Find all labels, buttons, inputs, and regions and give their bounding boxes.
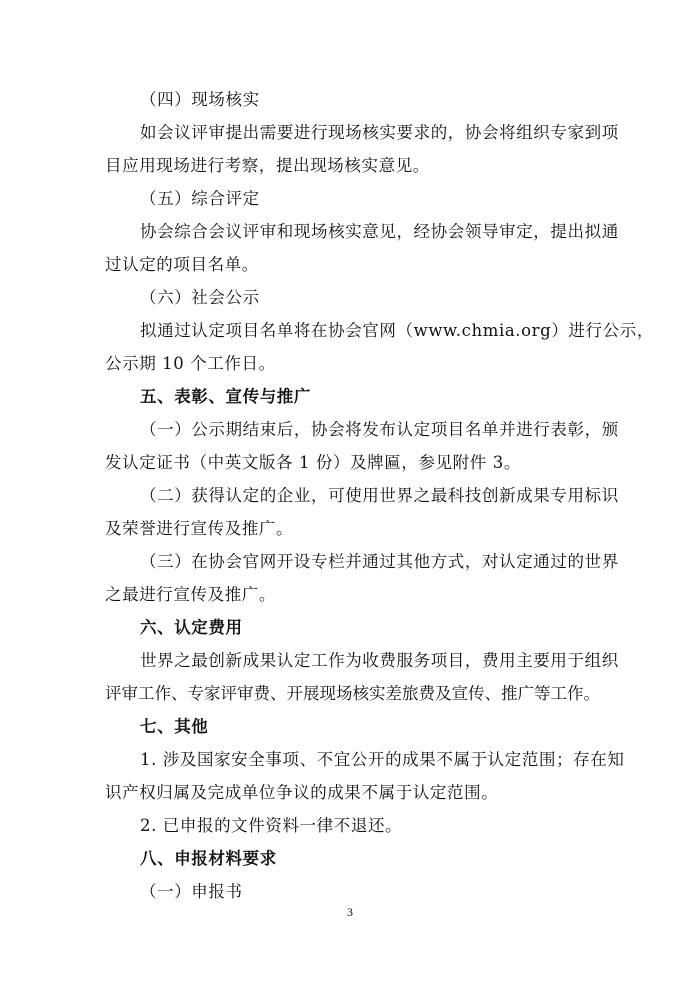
paragraph-line: 世界之最创新成果认定工作为收费服务项目，费用主要用于组织 xyxy=(140,651,619,670)
subsection-heading-application-form: （一）申报书 xyxy=(140,882,243,901)
section-heading-materials: 八、申报材料要求 xyxy=(140,849,277,868)
page-number: 3 xyxy=(347,905,353,919)
paragraph-line: 过认定的项目名单。 xyxy=(105,255,259,274)
paragraph-line: （三）在协会官网开设专栏并通过其他方式，对认定通过的世界 xyxy=(140,552,619,571)
paragraph-line: 如会议评审提出需要进行现场核实要求的，协会将组织专家到项 xyxy=(140,123,619,142)
section-heading-other: 七、其他 xyxy=(140,717,209,736)
paragraph-line: 发认定证书（中英文版各 1 份）及牌匾，参见附件 3。 xyxy=(105,453,521,472)
subsection-heading-public-notice: （六）社会公示 xyxy=(140,288,260,307)
paragraph-line: 协会综合会议评审和现场核实意见，经协会领导审定，提出拟通 xyxy=(140,222,619,241)
paragraph-line: 1. 涉及国家安全事项、不宜公开的成果不属于认定范围；存在知 xyxy=(140,750,625,769)
paragraph-line: 目应用现场进行考察，提出现场核实意见。 xyxy=(105,156,430,175)
paragraph-line: （一）公示期结束后，协会将发布认定项目名单并进行表彰，颁 xyxy=(140,420,619,439)
subsection-heading-onsite-verification: （四）现场核实 xyxy=(140,90,260,109)
paragraph-line: 识产权归属及完成单位争议的成果不属于认定范围。 xyxy=(105,783,499,802)
paragraph-line: 评审工作、专家评审费、开展现场核实差旅费及宣传、推广等工作。 xyxy=(105,684,600,703)
paragraph-line: 及荣誉进行宣传及推广。 xyxy=(105,519,294,538)
subsection-heading-comprehensive-evaluation: （五）综合评定 xyxy=(140,189,260,208)
paragraph-line: 公示期 10 个工作日。 xyxy=(105,354,276,373)
paragraph-line: 之最进行宣传及推广。 xyxy=(105,585,276,604)
paragraph-line: 2. 已申报的文件资料一律不退还。 xyxy=(140,816,403,835)
paragraph-line: （二）获得认定的企业，可使用世界之最科技创新成果专用标识 xyxy=(140,486,619,505)
section-heading-commendation: 五、表彰、宣传与推广 xyxy=(140,387,311,406)
paragraph-line: 拟通过认定项目名单将在协会官网（www.chmia.org）进行公示， xyxy=(140,321,654,340)
section-heading-fees: 六、认定费用 xyxy=(140,618,243,637)
